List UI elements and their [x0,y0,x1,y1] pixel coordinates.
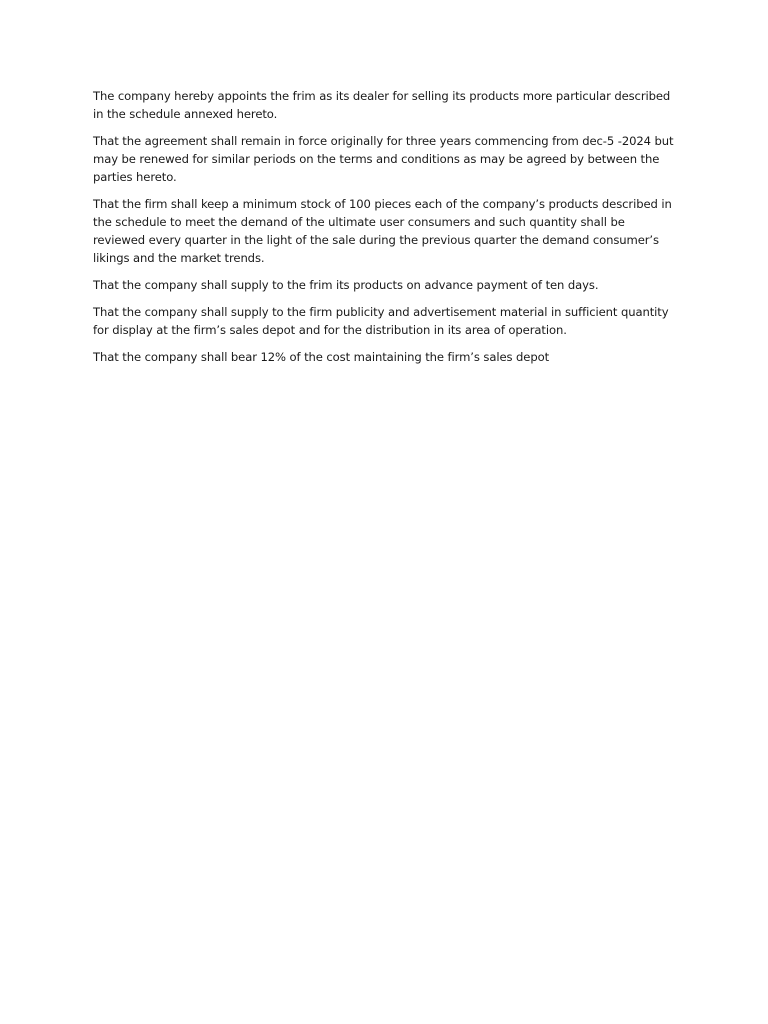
clause-depot-cost: That the company shall bear 12% of the cost maintaining the firm’s sales depot [93,350,550,364]
clause-advance-payment: That the company shall supply to the frim its products on advance payment of ten days. [93,278,599,292]
clause-appointment: The company hereby appoints the frim as its dealer for selling its products more particular described in the schedule annexed hereto. [93,89,671,121]
clause-term: That the agreement shall remain in force originally for three years commencing from dec-5 -2024 but may be renewed for similar periods on the terms and conditions as may be agreed by between the parties hereto. [93,134,674,184]
clause-publicity-material: That the company shall supply to the firm publicity and advertisement material in sufficient quantity for display at the firm’s sales depot and for the distribution in its area of operation. [93,305,669,337]
document-body [93,87,675,375]
clause-minimum-stock: That the firm shall keep a minimum stock of 100 pieces each of the company’s products described in the schedule to meet the demand of the ultimate user consumers and such quantity shall be reviewed every quarter in the light of the sale during the previous quarter the demand consumer’s likings and the market trends. [93,197,672,265]
